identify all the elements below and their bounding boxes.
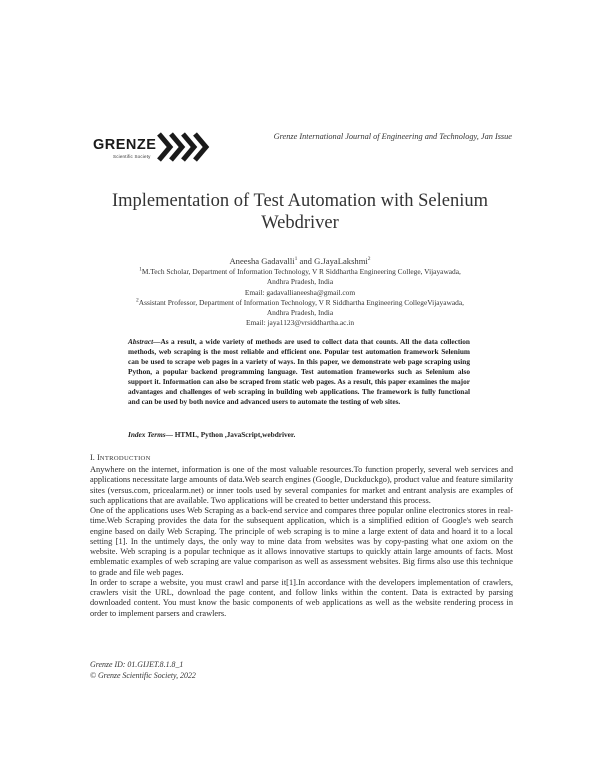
affiliation-2-text: Assistant Professor, Department of Information Technology, V R Siddhartha Engineering CollegeVijayawada, — [138, 297, 464, 307]
title-line-1: Implementation of Test Automation with Selenium — [111, 191, 489, 211]
publisher-logo — [93, 131, 211, 165]
author-block — [60, 256, 540, 328]
body-paragraph: One of the applications uses Web Scraping as a back-end service and compares three popular online electronics stores in real-time.Web Scraping provides the data for the subsequent application, which is a simplified edition of Google's web search engine based on daily Web Scraping. The principle of web scraping is to mine a large extent of data and hoard it to a local setting [1]. In the untimely days, the only way to mine data from websites was by copy-pasting what one axiom on the website. Web scraping is a popular technique as it allows innovative startups to quickly attain large amounts of facts. Most emblematic examples of web scraping are value comparison as well as assessment websites. Big firms also use this technique to grade and file web pages. — [90, 506, 513, 577]
author-names — [60, 256, 540, 267]
affiliation-1-text: M.Tech Scholar, Department of Information Technology, V R Siddhartha Engineering College, Vijayawada, — [141, 267, 461, 277]
affiliation-1-sup: 1 — [139, 266, 142, 273]
affiliation-2-location: Andhra Pradesh, India — [266, 308, 334, 318]
grenze-id: Grenze ID: 01.GIJET.8.1.8_1 — [90, 660, 184, 669]
abstract-text: —As a result, a wide variety of methods are used to collect data that counts. All the data collection methods, web scraping is the most reliable and efficient one. Popular test automation framework Selenium can be used to scrape web pages in a variety of ways. In this paper, we demonstrate web page scraping using Python, a popular backend programming language. Test automation frameworks such as Selenium also support it. Information can also be scraped from static web pages. As a result, this paper examines the major advantages and challenges of web scraping in building web applications. The framework is fully functional and can be used by both novice and advanced users to automate the testing of web sites. — [128, 337, 470, 407]
author-1-name: Aneesha Gadavalli — [229, 256, 295, 266]
abstract-label: Abstract — [128, 337, 154, 346]
chevron-arrows-icon — [157, 131, 211, 163]
page-footer — [90, 660, 196, 682]
paper-title — [60, 190, 540, 234]
affiliation-2 — [60, 298, 540, 308]
author-1-sup: 1 — [294, 256, 298, 263]
section-number: I. I — [90, 453, 100, 462]
abstract — [128, 337, 470, 407]
affiliation-1-email: Email: gadavallianeesha@gmail.com — [244, 287, 356, 297]
index-terms-text: — HTML, Python ,JavaScript,webdriver. — [165, 430, 296, 439]
section-body — [90, 465, 513, 619]
affiliation-2-sup: 2 — [136, 297, 139, 304]
body-paragraph: Anywhere on the internet, information is one of the most valuable resources.To function properly, several web services and applications necessitate large amounts of data.Web search engines (Google, Duckduckgo), product value and feature similarity sites (versus.com, pricealarm.net) or inner tools used by several companies for market and entrant analysis are examples of such applications that are available. Two applications will be created to better understand this process. — [90, 465, 513, 505]
affiliation-1 — [60, 267, 540, 277]
author-2-name: and G.JayaLakshmi — [297, 256, 368, 266]
index-terms — [128, 430, 470, 439]
affiliation-2-email: Email: jaya1123@vrsiddhartha.ac.in — [245, 318, 355, 328]
journal-name: Grenze International Journal of Engineering and Technology, Jan Issue — [273, 132, 512, 141]
title-line-2: Webdriver — [261, 213, 339, 233]
copyright: © Grenze Scientific Society, 2022 — [90, 670, 196, 680]
affiliation-1-location: Andhra Pradesh, India — [266, 277, 334, 287]
body-paragraph: In order to scrape a website, you must crawl and parse it[1].In accordance with the developers implementation of crawlers, crawlers visit the URL, download the page content, and follow links within the content. Data is extracted by parsing downloaded content. You must know the basic components of web applications as well as the website rendering process in order to implement parsers and crawlers. — [90, 577, 513, 618]
logo-subtext: Scientific Society — [113, 154, 151, 159]
index-terms-label: Index Terms — [128, 430, 166, 439]
logo-wordmark: GRENZE — [93, 137, 157, 153]
section-heading — [90, 453, 151, 462]
section-title: NTRODUCTION — [99, 455, 151, 462]
author-2-sup: 2 — [367, 256, 371, 263]
